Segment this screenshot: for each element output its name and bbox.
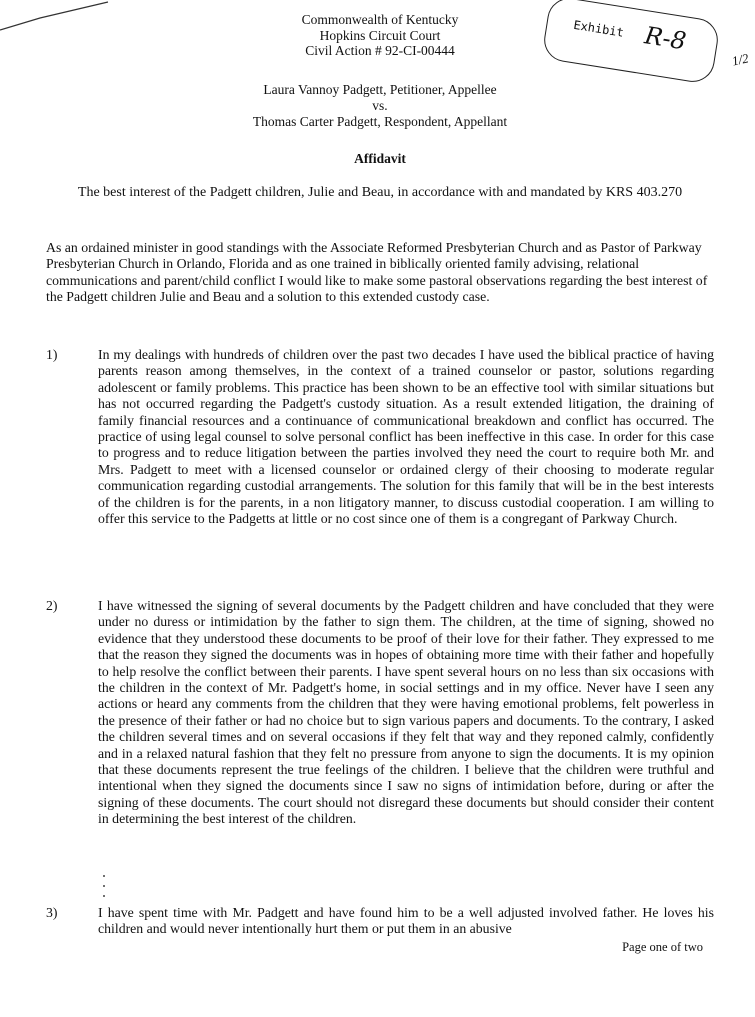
case-parties bbox=[170, 82, 590, 130]
document-title: Affidavit bbox=[354, 151, 406, 166]
page-footer: Page one of two bbox=[622, 940, 703, 954]
intro-paragraph: As an ordained minister in good standings with the Associate Reformed Presbyterian Church and as Pastor of Parkway Presbyterian Church in Orlando, Florida and as one trained in biblically oriented family advising, relational communications and parent/child conflict I would like to make some pastoral observations regarding the best interest of the Padgett children Julie and Beau and a solution to this extended custody case. bbox=[46, 240, 708, 305]
paragraph-number: 2) bbox=[46, 598, 58, 613]
exhibit-stamp-mark: R-8 bbox=[642, 21, 689, 56]
paragraph-number: 3) bbox=[46, 905, 58, 920]
court-header bbox=[200, 12, 560, 59]
exhibit-stamp-label: Exhibit bbox=[572, 17, 625, 40]
paragraph-number: 1) bbox=[46, 347, 58, 362]
paragraph-text: In my dealings with hundreds of children over the past two decades I have used the biblical practice of having parents reason among themselves, in the context of a trained counselor or pastor, solutions regarding adolescent or family problems. This practice has been shown to be an effective tool with similar situations but has not occurred regarding the Padgett's custody situation. As a result extended litigation, the draining of family financial resources and a continuance of communicational breakdown and conflict has occurred. The practice of using legal counsel to solve personal conflict has been ineffective in this case. In order for this case to progress and to reduce litigation between the parties involved they need the court to require both Mr. and Mrs. Padgett to meet with a licensed counselor or ordained clergy of their choosing to moderate regular communication regarding custodial arrangements. The solution for this family that will be in the best interests of the children is for the parents, in a non litigatory manner, to discuss custodial cooperation. I am willing to offer this service to the Padgetts at little or no cost since one of them is a congregant of Parkway Church. bbox=[98, 347, 714, 527]
document-subject: The best interest of the Padgett children, Julie and Beau, in accordance with and mandated by KRS 403.270 bbox=[77, 185, 683, 200]
party-versus: vs. bbox=[372, 98, 388, 113]
exhibit-stamp bbox=[541, 0, 721, 85]
scan-corner-edge bbox=[0, 0, 110, 40]
margin-page-note: 1/2 bbox=[730, 50, 750, 69]
header-commonwealth: Commonwealth of Kentucky bbox=[301, 12, 459, 27]
header-court: Hopkins Circuit Court bbox=[319, 27, 441, 43]
header-case-number: Civil Action # 92-CI-00444 bbox=[305, 43, 455, 58]
scan-speckles bbox=[100, 872, 108, 906]
party-petitioner: Laura Vannoy Padgett, Petitioner, Appellee bbox=[263, 82, 497, 97]
paragraph-text: I have spent time with Mr. Padgett and have found him to be a well adjusted involved father. He loves his children and would never intentionally hurt them or put them in an abusive bbox=[98, 905, 714, 937]
party-respondent: Thomas Carter Padgett, Respondent, Appellant bbox=[252, 114, 508, 129]
paragraph-text: I have witnessed the signing of several documents by the Padgett children and have concluded that they were under no duress or intimidation by the father to sign them. The children, at the time of signing, showed no evidence that they understood these documents to be proof of their love for their father. They expressed to me that the reason they signed the documents was in hopes of obtaining more time with their father and hopefully to help resolve the conflict between their parents. I have spent several hours on no less than six occasions with the children in the context of Mr. Padgett's home, in social settings and in my office. Never have I seen any actions or heard any comments from the children that they were having emotional problems, felt powerless in the presence of their father or had no choice but to sign various papers and documents. To the contrary, I asked the children several times and on several occasions if they felt that way and they reponed calmly, confidently and in a relaxed natural fashion that they felt no pressure from anyone to sign the documents. It is my opinion that these documents represent the true feelings of the children. I believe that the children were truthful and intentional when they signed the documents since I saw no signs of intimidation before, during or after the signing of these documents. The court should not disregard these documents but should consider their content in determining the best interest of the children. bbox=[98, 598, 714, 827]
